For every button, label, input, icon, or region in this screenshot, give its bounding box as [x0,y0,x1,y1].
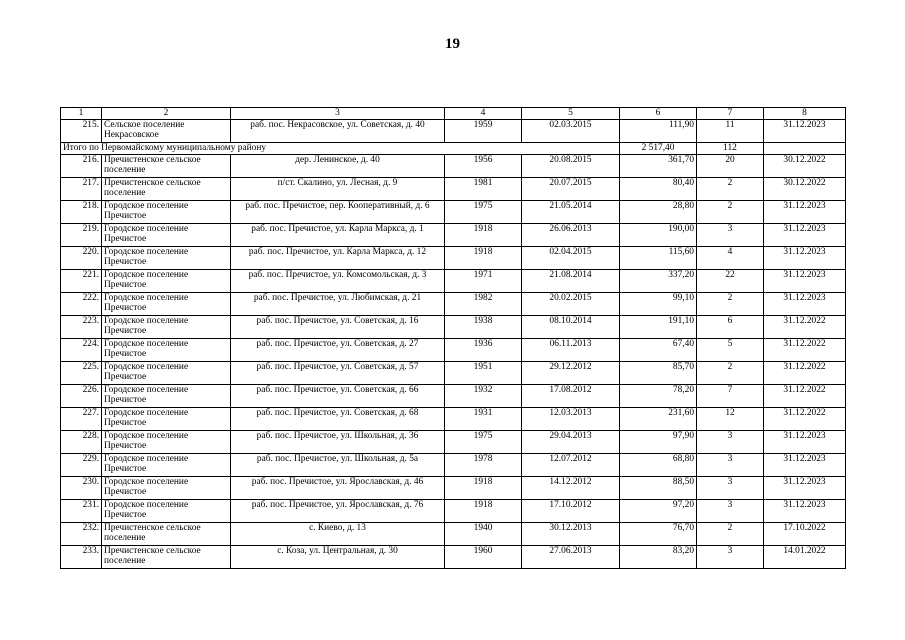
date-cell: 27.06.2013 [522,546,620,569]
year-cell: 1918 [445,500,522,523]
year-cell: 1931 [445,408,522,431]
total-label: Итого по Первомайскому муниципальному району [61,143,620,155]
date-cell: 02.03.2015 [522,120,620,143]
date-cell: 12.07.2012 [522,454,620,477]
housing-registry-table [60,107,846,569]
table-row [61,247,846,270]
deadline-cell: 30.12.2022 [764,178,846,201]
table-body [61,108,846,569]
settlement-cell: Городское поселение Пречистое [102,454,231,477]
settlement-cell: Городское поселение Пречистое [102,201,231,224]
year-cell: 1940 [445,523,522,546]
table-row [61,224,846,247]
row-number: 226. [61,385,102,408]
column-number-row [61,108,846,120]
year-cell: 1938 [445,316,522,339]
row-number: 222. [61,293,102,316]
date-cell: 20.02.2015 [522,293,620,316]
count-cell: 7 [697,385,764,408]
year-cell: 1918 [445,477,522,500]
table-row [61,454,846,477]
column-header: 8 [764,108,846,120]
address-cell: раб. пос. Пречистое, ул. Комсомольская, д. 3 [231,270,445,293]
deadline-cell: 31.12.2023 [764,201,846,224]
address-cell: раб. пос. Пречистое, ул. Советская, д. 57 [231,362,445,385]
settlement-cell: Городское поселение Пречистое [102,431,231,454]
count-cell: 4 [697,247,764,270]
year-cell: 1978 [445,454,522,477]
settlement-cell: Городское поселение Пречистое [102,500,231,523]
address-cell: раб. пос. Пречистое, ул. Советская, д. 66 [231,385,445,408]
table-row [61,178,846,201]
area-cell: 111,90 [620,120,697,143]
settlement-cell: Городское поселение Пречистое [102,385,231,408]
date-cell: 17.10.2012 [522,500,620,523]
table-row [61,293,846,316]
table-row [61,155,846,178]
table-row [61,523,846,546]
table-row [61,477,846,500]
area-cell: 78,20 [620,385,697,408]
column-header: 5 [522,108,620,120]
date-cell: 29.12.2012 [522,362,620,385]
deadline-cell: 31.12.2023 [764,293,846,316]
address-cell: раб. пос. Пречистое, ул. Карла Маркса, д. 12 [231,247,445,270]
row-number: 216. [61,155,102,178]
table-row [61,408,846,431]
date-cell: 06.11.2013 [522,339,620,362]
area-cell: 190,00 [620,224,697,247]
row-number: 231. [61,500,102,523]
address-cell: раб. пос. Пречистое, ул. Школьная, д. 36 [231,431,445,454]
year-cell: 1932 [445,385,522,408]
address-cell: с. Киево, д. 13 [231,523,445,546]
date-cell: 26.06.2013 [522,224,620,247]
date-cell: 21.08.2014 [522,270,620,293]
year-cell: 1971 [445,270,522,293]
deadline-cell: 30.12.2022 [764,155,846,178]
address-cell: с. Коза, ул. Центральная, д. 30 [231,546,445,569]
deadline-cell: 31.12.2023 [764,477,846,500]
area-cell: 80,40 [620,178,697,201]
settlement-cell: Городское поселение Пречистое [102,362,231,385]
date-cell: 17.08.2012 [522,385,620,408]
address-cell: п/ст. Скалино, ул. Лесная, д. 9 [231,178,445,201]
area-cell: 68,80 [620,454,697,477]
row-number: 229. [61,454,102,477]
count-cell: 2 [697,178,764,201]
deadline-cell: 31.12.2022 [764,339,846,362]
row-number: 223. [61,316,102,339]
table-row [61,431,846,454]
area-cell: 337,20 [620,270,697,293]
settlement-cell: Городское поселение Пречистое [102,339,231,362]
year-cell: 1960 [445,546,522,569]
deadline-cell: 31.12.2022 [764,408,846,431]
year-cell: 1936 [445,339,522,362]
table-row [61,201,846,224]
deadline-cell: 31.12.2023 [764,431,846,454]
area-cell: 97,20 [620,500,697,523]
area-cell: 191,10 [620,316,697,339]
deadline-cell: 31.12.2023 [764,120,846,143]
date-cell: 20.07.2015 [522,178,620,201]
column-header: 6 [620,108,697,120]
area-cell: 76,70 [620,523,697,546]
year-cell: 1951 [445,362,522,385]
area-cell: 67,40 [620,339,697,362]
settlement-cell: Городское поселение Пречистое [102,270,231,293]
row-number: 215. [61,120,102,143]
count-cell: 11 [697,120,764,143]
address-cell: раб. пос. Пречистое, ул. Советская, д. 68 [231,408,445,431]
count-cell: 2 [697,523,764,546]
address-cell: раб. пос. Пречистое, ул. Советская, д. 27 [231,339,445,362]
settlement-cell: Городское поселение Пречистое [102,293,231,316]
column-header: 7 [697,108,764,120]
settlement-cell: Пречистенское сельское поселение [102,178,231,201]
row-number: 220. [61,247,102,270]
deadline-cell: 31.12.2023 [764,454,846,477]
area-cell: 115,60 [620,247,697,270]
address-cell: раб. пос. Пречистое, ул. Ярославская, д. 76 [231,500,445,523]
table-row [61,546,846,569]
table-row [61,270,846,293]
row-number: 218. [61,201,102,224]
deadline-cell: 31.12.2022 [764,362,846,385]
row-number: 221. [61,270,102,293]
column-header: 2 [102,108,231,120]
settlement-cell: Городское поселение Пречистое [102,477,231,500]
deadline-cell: 31.12.2022 [764,316,846,339]
total-empty [764,143,846,155]
area-cell: 99,10 [620,293,697,316]
area-cell: 85,70 [620,362,697,385]
settlement-cell: Городское поселение Пречистое [102,408,231,431]
address-cell: раб. пос. Пречистое, ул. Школьная, д. 5а [231,454,445,477]
table-row [61,385,846,408]
column-header: 4 [445,108,522,120]
count-cell: 5 [697,339,764,362]
count-cell: 12 [697,408,764,431]
row-number: 233. [61,546,102,569]
total-area: 2 517,40 [620,143,697,155]
date-cell: 12.03.2013 [522,408,620,431]
year-cell: 1918 [445,247,522,270]
count-cell: 3 [697,454,764,477]
settlement-cell: Пречистенское сельское поселение [102,523,231,546]
area-cell: 97,90 [620,431,697,454]
settlement-cell: Городское поселение Пречистое [102,224,231,247]
count-cell: 3 [697,224,764,247]
row-number: 227. [61,408,102,431]
count-cell: 3 [697,431,764,454]
count-cell: 20 [697,155,764,178]
area-cell: 361,70 [620,155,697,178]
date-cell: 30.12.2013 [522,523,620,546]
settlement-cell: Сельское поселение Некрасовское [102,120,231,143]
count-cell: 6 [697,316,764,339]
address-cell: раб. пос. Пречистое, пер. Кооперативный, д. 6 [231,201,445,224]
deadline-cell: 14.01.2022 [764,546,846,569]
date-cell: 02.04.2015 [522,247,620,270]
area-cell: 231,60 [620,408,697,431]
row-number: 225. [61,362,102,385]
date-cell: 20.08.2015 [522,155,620,178]
year-cell: 1959 [445,120,522,143]
table-row [61,316,846,339]
page-number: 19 [445,36,460,52]
year-cell: 1975 [445,431,522,454]
date-cell: 08.10.2014 [522,316,620,339]
column-header: 3 [231,108,445,120]
row-number: 219. [61,224,102,247]
count-cell: 3 [697,477,764,500]
column-header: 1 [61,108,102,120]
address-cell: дер. Ленинское, д. 40 [231,155,445,178]
count-cell: 3 [697,546,764,569]
count-cell: 2 [697,362,764,385]
table-row [61,500,846,523]
table-row [61,339,846,362]
deadline-cell: 31.12.2023 [764,247,846,270]
total-row [61,143,846,155]
year-cell: 1982 [445,293,522,316]
count-cell: 22 [697,270,764,293]
table-row [61,362,846,385]
area-cell: 28,80 [620,201,697,224]
row-number: 228. [61,431,102,454]
settlement-cell: Пречистенское сельское поселение [102,546,231,569]
area-cell: 88,50 [620,477,697,500]
deadline-cell: 31.12.2022 [764,385,846,408]
row-number: 217. [61,178,102,201]
count-cell: 3 [697,500,764,523]
year-cell: 1981 [445,178,522,201]
date-cell: 29.04.2013 [522,431,620,454]
year-cell: 1956 [445,155,522,178]
settlement-cell: Городское поселение Пречистое [102,316,231,339]
area-cell: 83,20 [620,546,697,569]
address-cell: раб. пос. Некрасовское, ул. Советская, д. 40 [231,120,445,143]
address-cell: раб. пос. Пречистое, ул. Ярославская, д. 46 [231,477,445,500]
table-row [61,120,846,143]
row-number: 224. [61,339,102,362]
year-cell: 1975 [445,201,522,224]
year-cell: 1918 [445,224,522,247]
deadline-cell: 17.10.2022 [764,523,846,546]
settlement-cell: Пречистенское сельское поселение [102,155,231,178]
count-cell: 2 [697,201,764,224]
row-number: 232. [61,523,102,546]
date-cell: 21.05.2014 [522,201,620,224]
date-cell: 14.12.2012 [522,477,620,500]
address-cell: раб. пос. Пречистое, ул. Любимская, д. 21 [231,293,445,316]
count-cell: 2 [697,293,764,316]
row-number: 230. [61,477,102,500]
total-count: 112 [697,143,764,155]
deadline-cell: 31.12.2023 [764,224,846,247]
address-cell: раб. пос. Пречистое, ул. Советская, д. 16 [231,316,445,339]
deadline-cell: 31.12.2023 [764,270,846,293]
settlement-cell: Городское поселение Пречистое [102,247,231,270]
deadline-cell: 31.12.2023 [764,500,846,523]
address-cell: раб. пос. Пречистое, ул. Карла Маркса, д. 1 [231,224,445,247]
